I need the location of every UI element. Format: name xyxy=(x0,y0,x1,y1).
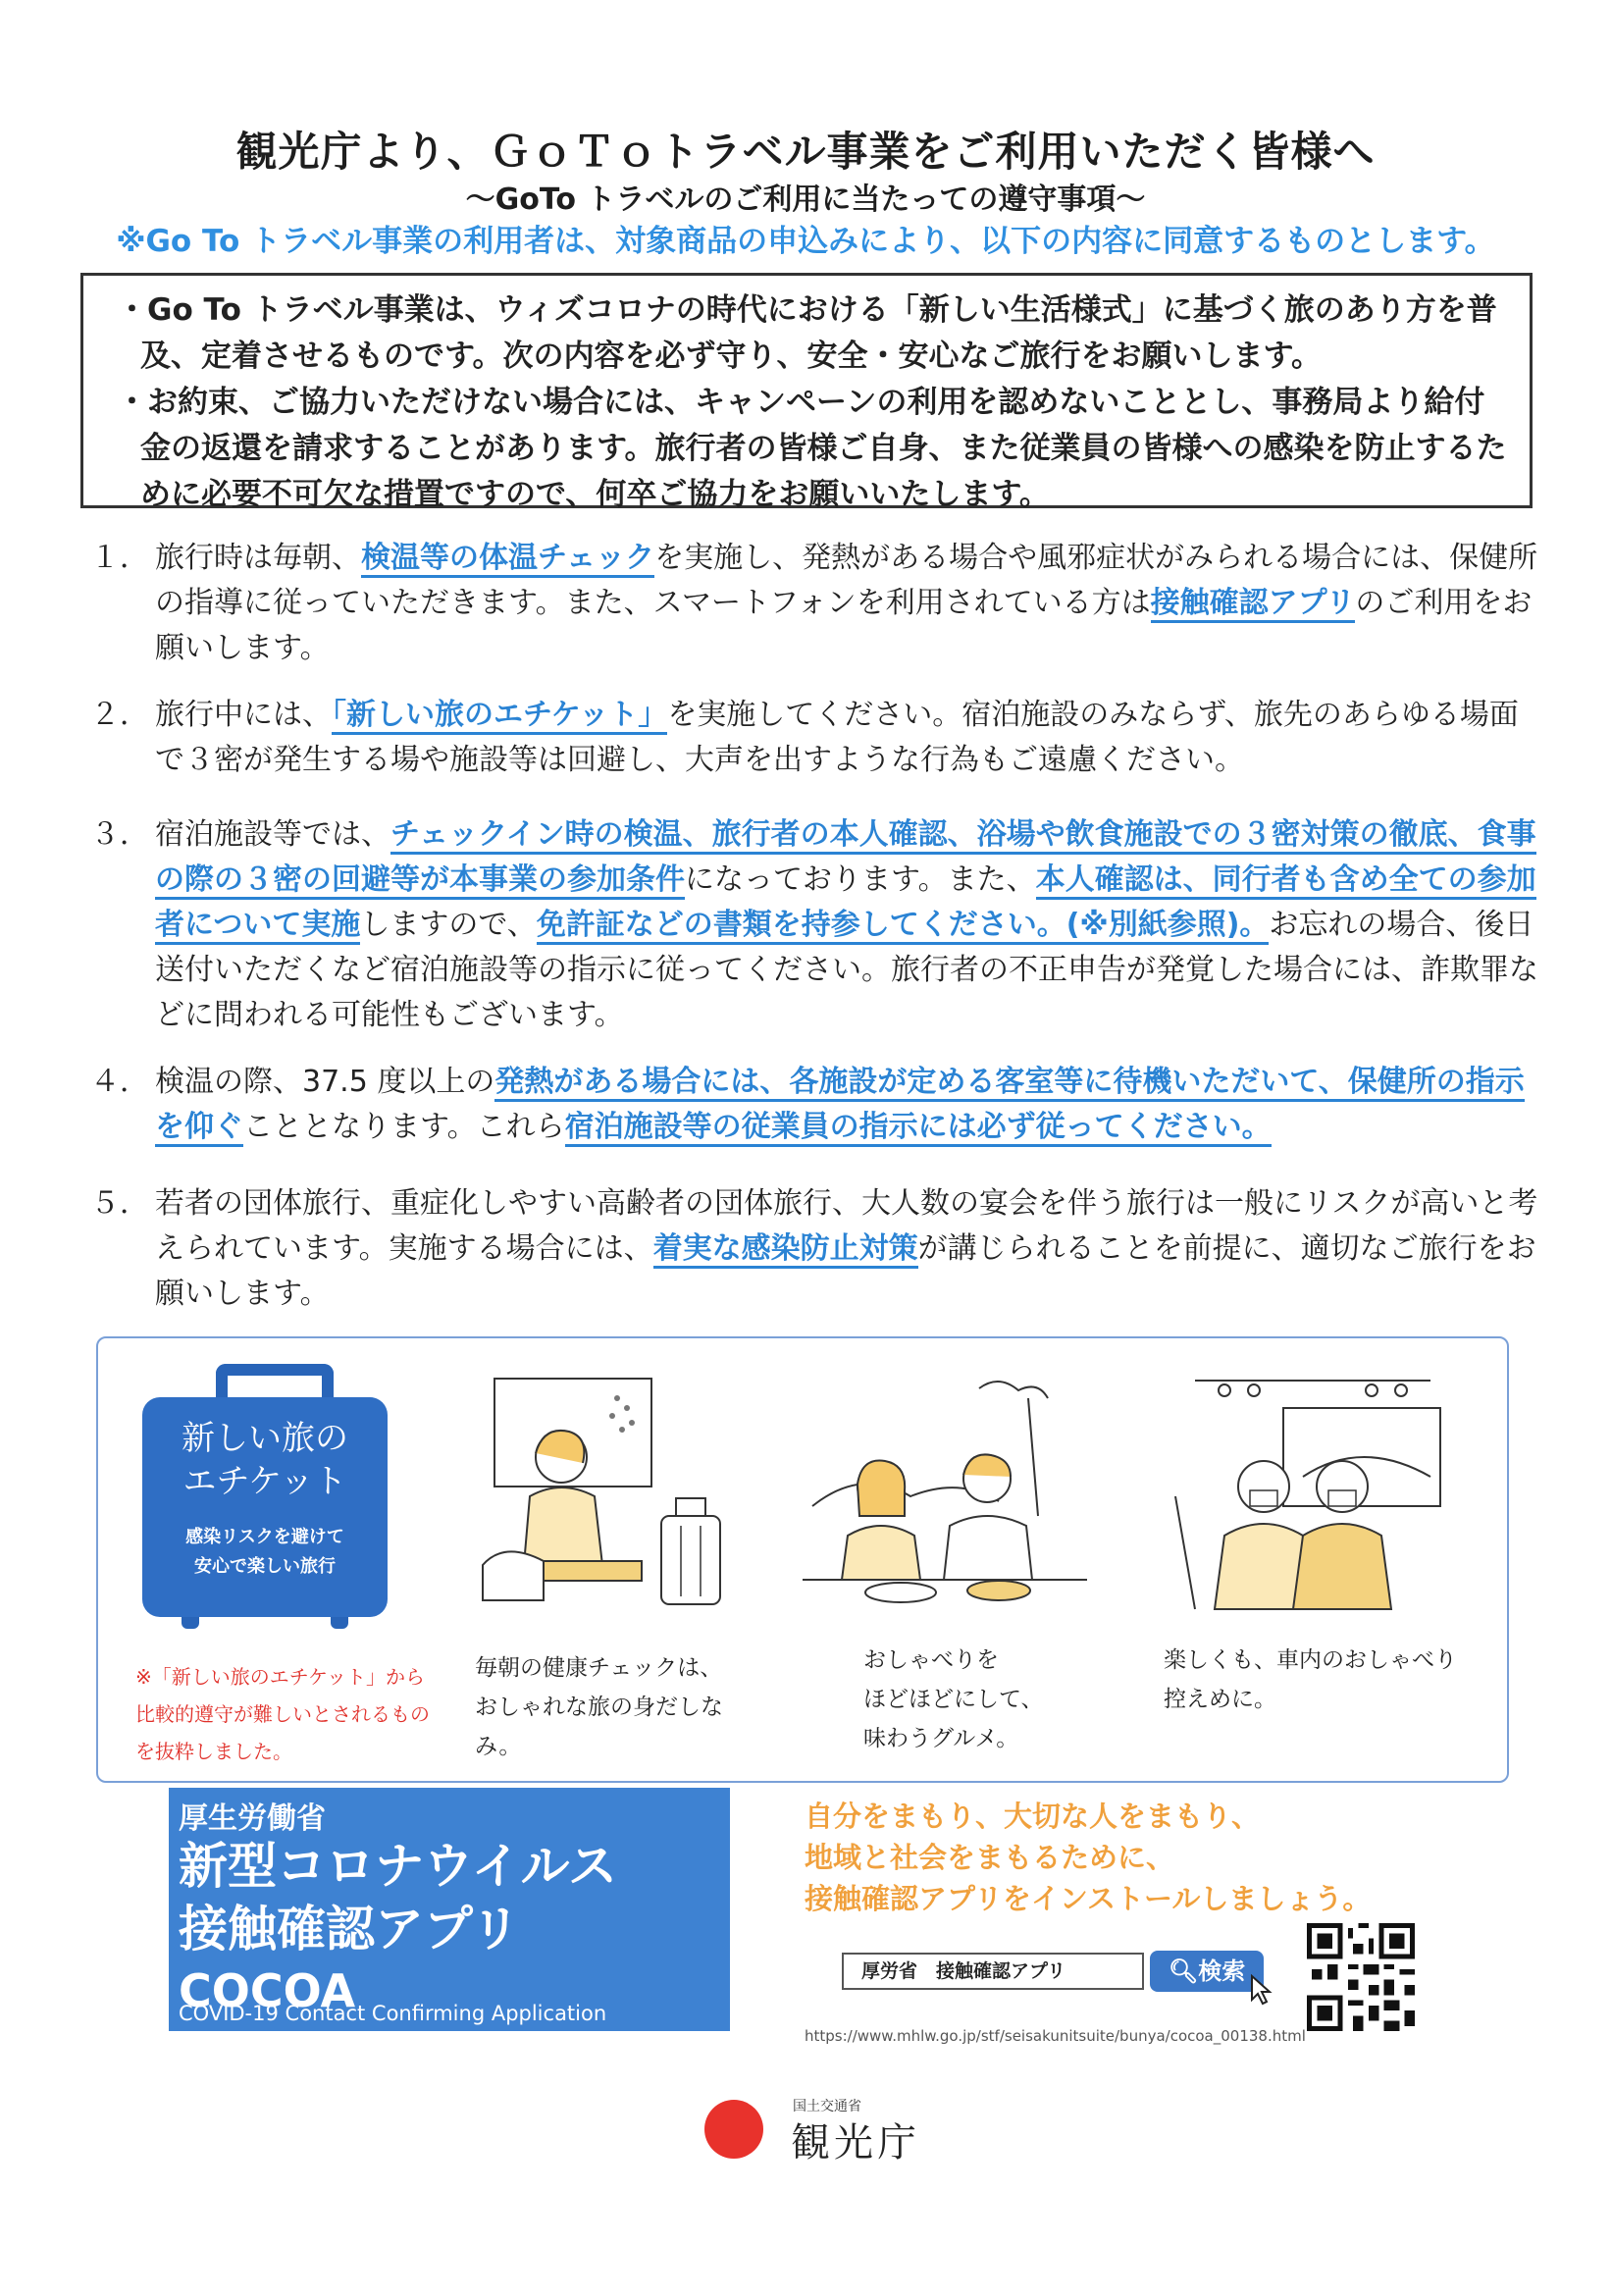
promo-line: 接触確認アプリをインストールしましょう。 xyxy=(805,1882,1372,1915)
rule-highlight: 着実な感染防止対策 xyxy=(653,1231,918,1269)
logo-ministry: 国土交通省 xyxy=(793,2099,861,2114)
rule-text: お忘れの場合、後日送付いただくなど宿泊施設等の指示に従ってください。旅行者の不正申告が発覚した場合には、詐欺罪などに問われる可能性もございます。 xyxy=(155,908,1538,1032)
cocoa-banner xyxy=(169,1788,730,2031)
suitcase-wheel xyxy=(331,1617,348,1629)
train-quiet-illustration xyxy=(1166,1369,1450,1624)
rule-text: 旅行時は毎朝、 xyxy=(155,541,361,575)
rule-text: を実施してください。宿泊施設のみならず、旅先のあらゆる場面で３密が発生する場や施設等は回避し、大声を出すような行為もご遠慮ください。 xyxy=(155,698,1519,777)
rule-text: 旅行中には、 xyxy=(155,698,332,732)
caption-gourmet xyxy=(863,1641,1109,1758)
cocoa-name-line: 接触確認アプリ xyxy=(179,1901,520,1957)
rule-text: 若者の団体旅行、重症化しやすい高齢者の団体旅行、大人数の宴会を伴う旅行は一般にリスクが高いと考えられています。実施する場合には、 xyxy=(155,1186,1538,1266)
rule-number: １． xyxy=(90,541,149,575)
rule-highlight: 「新しい旅のエチケット」 xyxy=(332,698,667,735)
cocoa-brand: COCOA xyxy=(179,1964,356,2017)
cocoa-ministry: 厚生労働省 xyxy=(179,1801,326,1836)
caption-health-check xyxy=(475,1648,759,1766)
etiquette-note: ※「新しい旅のエチケット」から比較的遵守が難しいとされるものを抜粋しました。 xyxy=(135,1665,430,1763)
etiquette-title xyxy=(142,1417,388,1503)
etiquette-tag-line: 安心で楽しい旅行 xyxy=(194,1556,336,1577)
rule-text: を実施し、発熱がある場合や風邪症状がみられる場合には、保健所の指導に従っていただきます。また、スマートフォンを利用されている方は xyxy=(155,541,1538,620)
rule-text: 検温の際、37.5 度以上の xyxy=(155,1065,495,1099)
intro-paragraph-2: ・お約束、ご協力いただけない場合には、キャンペーンの利用を認めないこととし、事務局より給付金の返還を請求することがあります。旅行者の皆様ご自身、また従業員の皆様への感染を防止するために必要不可欠な措置ですので、何卒ご協力をお願いいたします。 xyxy=(117,385,1507,512)
rule-highlight: チェックイン時の検温、旅行者の本人確認、浴場や飲食施設での３密対策の徹底、食事の際の３密の回避等が本事業の参加条件 xyxy=(155,817,1536,900)
rule-highlight: 本人確認は、同行者も含め全ての参加者について実施 xyxy=(155,862,1536,945)
caption-line: 楽しくも、車内のおしゃべり xyxy=(1164,1647,1457,1673)
logo-agency-name: 観光庁 xyxy=(791,2120,920,2166)
rule-item-1 xyxy=(90,536,1542,665)
cocoa-name xyxy=(179,1835,617,1960)
search-input[interactable]: 厚労省 接触確認アプリ xyxy=(842,1953,1144,1990)
search-button[interactable] xyxy=(1150,1951,1264,1992)
page-title: 観光庁より、ＧｏＴｏトラベル事業をご利用いただく皆様へ xyxy=(235,128,1376,176)
caption-line: おしゃれな旅の身だしなみ。 xyxy=(475,1695,723,1759)
gourmet-illustration xyxy=(803,1369,1087,1624)
health-check-illustration xyxy=(475,1369,759,1624)
etiquette-tag-line: 感染リスクを避けて xyxy=(185,1527,344,1547)
cocoa-english: COVID-19 Contact Confirming Application xyxy=(179,2002,607,2025)
qr-code-icon[interactable] xyxy=(1307,1923,1415,2031)
cursor-icon xyxy=(1250,1974,1273,2006)
suitcase-wheel xyxy=(182,1617,199,1629)
rule-item-4 xyxy=(90,1060,1542,1144)
cocoa-url[interactable]: https://www.mhlw.go.jp/stf/seisakunitsuite/bunya/cocoa_00138.html xyxy=(805,2027,1306,2045)
rule-text: が講じられることを前提に、適切なご旅行をお願いします。 xyxy=(155,1231,1536,1311)
promo-line: 地域と社会をまもるために、 xyxy=(805,1841,1175,1874)
caption-line: 控えめに。 xyxy=(1164,1687,1276,1712)
promo-line: 自分をまもり、大切な人をまもり、 xyxy=(805,1800,1261,1833)
suitcase-icon xyxy=(142,1364,388,1629)
etiquette-title-line: エチケット xyxy=(182,1462,347,1501)
intro-paragraph-1: ・Go To トラベル事業は、ウィズコロナの時代における「新しい生活様式」に基づく旅のあり方を普及、定着させるものです。次の内容を必ず守り、安全・安心なご旅行をお願いします。 xyxy=(117,292,1497,374)
rule-text: のご利用をお願いします。 xyxy=(155,586,1533,665)
caption-line: おしゃべりを xyxy=(863,1647,999,1673)
rule-number: ２． xyxy=(90,698,149,732)
kankocho-logo-icon xyxy=(704,2100,763,2159)
etiquette-tagline xyxy=(142,1523,388,1582)
caption-line: 味わうグルメ。 xyxy=(863,1726,1019,1751)
rule-text: しますので、 xyxy=(360,908,537,942)
consent-notice: ※Go To トラベル事業の利用者は、対象商品の申込みにより、以下の内容に同意するものとします。 xyxy=(116,224,1495,259)
rule-item-3 xyxy=(90,812,1542,1032)
rule-highlight: 検温等の体温チェック xyxy=(361,541,654,578)
caption-train xyxy=(1164,1641,1458,1719)
rule-highlight: 発熱がある場合には、各施設が定める客室等に待機いただいて、保健所の指示を仰ぐ xyxy=(155,1065,1525,1147)
caption-line: 毎朝の健康チェックは、 xyxy=(475,1655,723,1681)
etiquette-title-line: 新しい旅の xyxy=(182,1419,348,1458)
cocoa-name-line: 新型コロナウイルス xyxy=(179,1838,617,1895)
rule-highlight: 免許証などの書類を持参してください。(※別紙参照)。 xyxy=(537,908,1270,945)
rule-text: になっております。また、 xyxy=(685,862,1036,897)
intro-box xyxy=(80,273,1533,512)
search-button-label: 検索 xyxy=(1198,1957,1246,1985)
rule-item-2 xyxy=(90,693,1542,777)
rule-text: こととなります。これら xyxy=(243,1110,565,1144)
rule-item-5 xyxy=(90,1181,1542,1311)
rule-text: 宿泊施設等では、 xyxy=(155,817,390,852)
install-promo xyxy=(805,1796,1491,1919)
suitcase-body xyxy=(142,1397,388,1617)
caption-line: ほどほどにして、 xyxy=(863,1687,1044,1712)
search-icon: 🔍︎ xyxy=(1168,1957,1199,1985)
rule-number: ３． xyxy=(90,817,149,852)
page-subtitle: ～GoTo トラベルのご利用に当たっての遵守事項～ xyxy=(465,183,1146,217)
rule-highlight: 接触確認アプリ xyxy=(1151,586,1356,623)
rule-number: ５． xyxy=(90,1186,149,1221)
rule-number: ４． xyxy=(90,1065,149,1099)
rule-highlight: 宿泊施設等の従業員の指示には必ず従ってください。 xyxy=(565,1110,1272,1147)
